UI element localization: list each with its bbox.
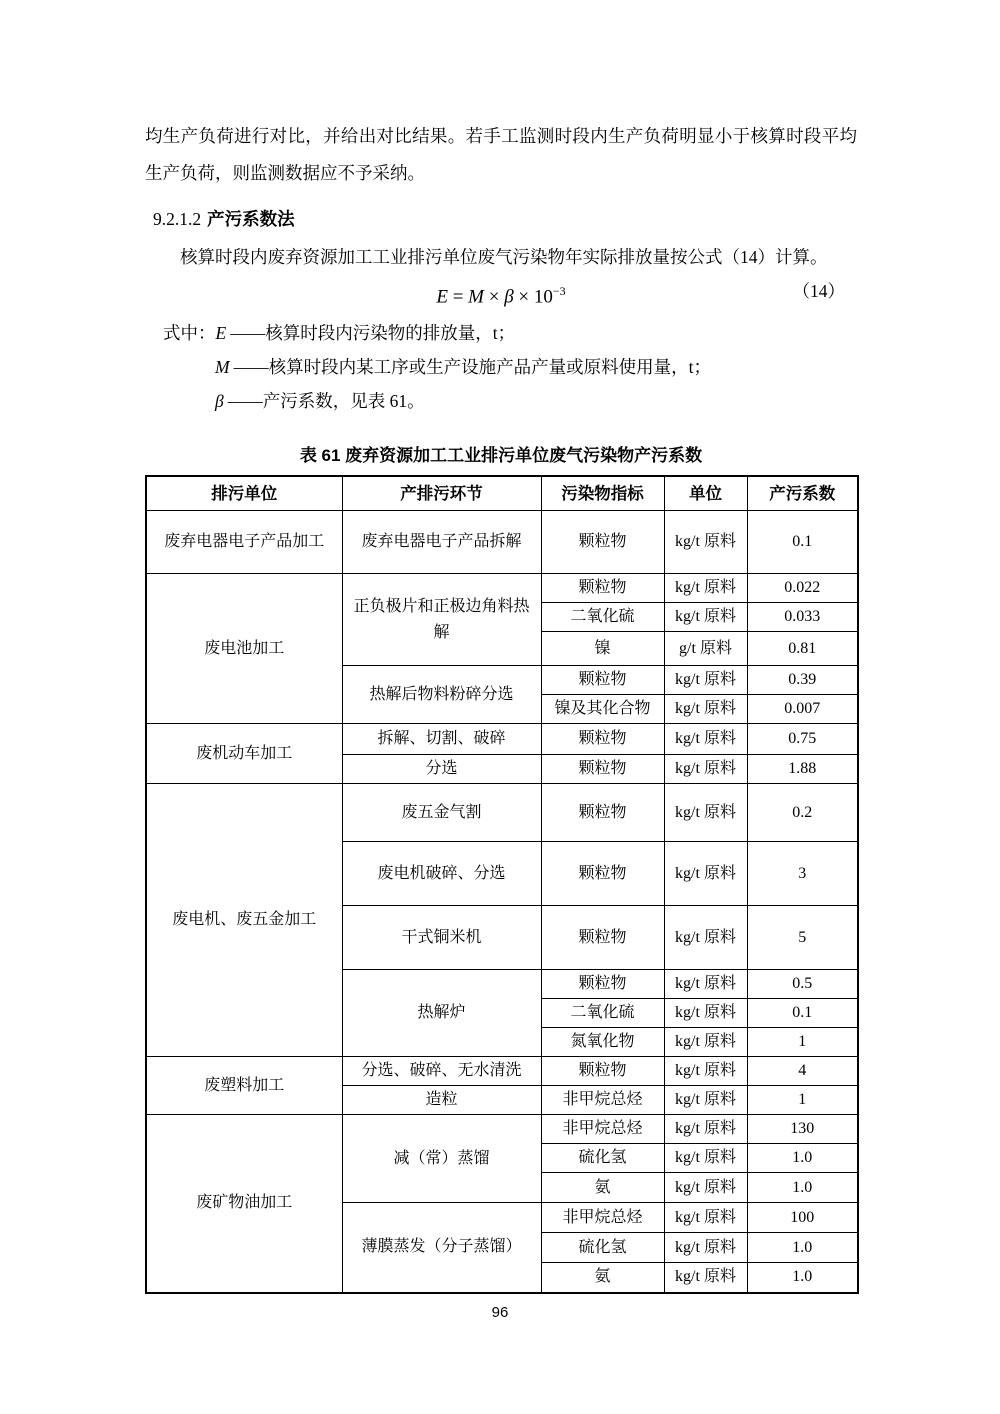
section-heading — [153, 206, 857, 232]
process-cell: 废弃电器电子产品拆解 — [342, 511, 541, 574]
where-line-beta — [215, 384, 857, 418]
emitter-cell: 废机动车加工 — [146, 724, 342, 784]
table-title: 表 61 废弃资源加工工业排污单位废气污染物产污系数 — [299, 446, 703, 465]
unit-cell: kg/t 原料 — [664, 1173, 747, 1203]
unit-cell: kg/t 原料 — [664, 970, 747, 999]
coefficient-cell: 1.0 — [747, 1233, 858, 1263]
unit-cell: kg/t 原料 — [664, 666, 747, 695]
coefficient-cell: 0.2 — [747, 784, 858, 842]
pollutant-cell: 非甲烷总烃 — [541, 1203, 664, 1233]
table-row — [146, 1057, 858, 1086]
pollutant-cell: 颗粒物 — [541, 906, 664, 970]
formula-number: （14） — [792, 281, 845, 301]
unit-cell: kg/t 原料 — [664, 1144, 747, 1173]
unit-cell: kg/t 原料 — [664, 999, 747, 1028]
coefficient-cell: 1.0 — [747, 1144, 858, 1173]
coefficient-cell: 1.0 — [747, 1263, 858, 1293]
column-header: 产污系数 — [747, 476, 858, 511]
pollutant-cell: 二氧化硫 — [541, 603, 664, 632]
pollutant-cell: 镍及其化合物 — [541, 695, 664, 724]
pollutant-cell: 氨 — [541, 1173, 664, 1203]
pollutant-cell: 颗粒物 — [541, 784, 664, 842]
pollutant-cell: 颗粒物 — [541, 970, 664, 999]
formula-times: × — [513, 286, 534, 308]
table-row — [146, 784, 858, 842]
coefficient-cell: 0.81 — [747, 632, 858, 666]
column-header: 排污单位 — [146, 476, 342, 511]
where-text: 核算时段内污染物的排放量，t； — [265, 323, 516, 343]
section-number: 9.2.1.2 — [153, 209, 202, 229]
where-dash: —— — [227, 391, 263, 411]
where-var-beta: β — [215, 391, 224, 411]
coefficient-cell: 0.1 — [747, 999, 858, 1028]
section-title: 产污系数法 — [207, 209, 295, 229]
process-cell: 热解后物料粉碎分选 — [342, 666, 541, 724]
unit-cell: g/t 原料 — [664, 632, 747, 666]
coefficient-cell: 0.007 — [747, 695, 858, 724]
pollutant-cell: 氮氧化物 — [541, 1028, 664, 1057]
process-cell: 薄膜蒸发（分子蒸馏） — [342, 1203, 541, 1293]
pollutant-cell: 硫化氢 — [541, 1144, 664, 1173]
pollutant-cell: 镍 — [541, 632, 664, 666]
emitter-cell: 废塑料加工 — [146, 1057, 342, 1115]
unit-cell: kg/t 原料 — [664, 906, 747, 970]
coefficient-cell: 0.033 — [747, 603, 858, 632]
table-row — [146, 724, 858, 755]
formula-base: 10 — [533, 286, 553, 308]
pollutant-coefficient-table — [145, 475, 859, 1294]
formula — [145, 274, 857, 308]
unit-cell: kg/t 原料 — [664, 1233, 747, 1263]
formula-var-m: M — [468, 286, 484, 308]
coefficient-cell: 130 — [747, 1115, 858, 1144]
pollutant-cell: 颗粒物 — [541, 511, 664, 574]
pollutant-cell: 颗粒物 — [541, 724, 664, 755]
column-header: 污染物指标 — [541, 476, 664, 511]
formula-exponent: −3 — [552, 284, 566, 298]
emitter-cell: 废弃电器电子产品加工 — [146, 511, 342, 574]
process-cell: 分选 — [342, 755, 541, 784]
where-line-m — [215, 350, 857, 384]
table-header-row — [146, 476, 858, 511]
coefficient-cell: 1.88 — [747, 755, 858, 784]
formula-times: × — [483, 286, 505, 308]
formula-var-e: E — [436, 286, 448, 308]
coefficient-cell: 1 — [747, 1086, 858, 1115]
where-var-m: M — [215, 357, 230, 377]
unit-cell: kg/t 原料 — [664, 511, 747, 574]
unit-cell: kg/t 原料 — [664, 842, 747, 906]
pollutant-cell: 二氧化硫 — [541, 999, 664, 1028]
coefficient-cell: 0.022 — [747, 574, 858, 603]
unit-cell: kg/t 原料 — [664, 1057, 747, 1086]
process-cell: 干式铜米机 — [342, 906, 541, 970]
emitter-cell: 废电机、废五金加工 — [146, 784, 342, 1057]
pollutant-cell: 颗粒物 — [541, 842, 664, 906]
where-text: 产污系数，见表 61。 — [262, 391, 425, 411]
table-row — [146, 1115, 858, 1144]
process-cell: 正负极片和正极边角料热解 — [342, 574, 541, 666]
coefficient-cell: 0.39 — [747, 666, 858, 695]
coefficient-cell: 1.0 — [747, 1173, 858, 1203]
unit-cell: kg/t 原料 — [664, 755, 747, 784]
where-var-e: E — [215, 323, 227, 343]
process-cell: 拆解、切割、破碎 — [342, 724, 541, 755]
coefficient-cell: 0.5 — [747, 970, 858, 999]
unit-cell: kg/t 原料 — [664, 1203, 747, 1233]
where-prefix: 式中： — [163, 323, 216, 343]
process-cell: 废电机破碎、分选 — [342, 842, 541, 906]
coefficient-cell: 5 — [747, 906, 858, 970]
unit-cell: kg/t 原料 — [664, 724, 747, 755]
process-cell: 造粒 — [342, 1086, 541, 1115]
coefficient-cell: 0.1 — [747, 511, 858, 574]
where-line-e — [163, 316, 857, 350]
unit-cell: kg/t 原料 — [664, 695, 747, 724]
coefficient-cell: 0.75 — [747, 724, 858, 755]
process-cell: 废五金气割 — [342, 784, 541, 842]
unit-cell: kg/t 原料 — [664, 1028, 747, 1057]
unit-cell: kg/t 原料 — [664, 1263, 747, 1293]
page-content — [145, 118, 857, 1294]
unit-cell: kg/t 原料 — [664, 603, 747, 632]
where-dash: —— — [230, 323, 266, 343]
where-clause — [145, 316, 857, 418]
process-cell: 热解炉 — [342, 970, 541, 1057]
emitter-cell: 废电池加工 — [146, 574, 342, 724]
where-text: 核算时段内某工序或生产设施产品产量或原料使用量，t； — [268, 357, 711, 377]
table-row — [146, 574, 858, 603]
formula-equals: = — [447, 286, 469, 308]
unit-cell: kg/t 原料 — [664, 574, 747, 603]
process-cell: 分选、破碎、无水清洗 — [342, 1057, 541, 1086]
where-dash: —— — [233, 357, 269, 377]
coefficient-cell: 4 — [747, 1057, 858, 1086]
unit-cell: kg/t 原料 — [664, 784, 747, 842]
coefficient-cell: 1 — [747, 1028, 858, 1057]
pollutant-cell: 颗粒物 — [541, 666, 664, 695]
column-header: 单位 — [664, 476, 747, 511]
pollutant-cell: 非甲烷总烃 — [541, 1115, 664, 1144]
coefficient-cell: 3 — [747, 842, 858, 906]
pollutant-cell: 非甲烷总烃 — [541, 1086, 664, 1115]
table-row — [146, 511, 858, 574]
paragraph-formula-intro: 核算时段内废弃资源加工工业排污单位废气污染物年实际排放量按公式（14）计算。 — [180, 247, 828, 267]
pollutant-cell: 颗粒物 — [541, 755, 664, 784]
pollutant-cell: 氨 — [541, 1263, 664, 1293]
page-number: 96 — [491, 1304, 509, 1321]
pollutant-cell: 硫化氢 — [541, 1233, 664, 1263]
paragraph-production-load: 均生产负荷进行对比，并给出对比结果。若手工监测时段内生产负荷明显小于核算时段平均生产负荷，则监测数据应不予采纳。 — [145, 126, 857, 183]
formula-var-beta: β — [504, 286, 514, 308]
process-cell: 减（常）蒸馏 — [342, 1115, 541, 1203]
unit-cell: kg/t 原料 — [664, 1115, 747, 1144]
column-header: 产排污环节 — [342, 476, 541, 511]
emitter-cell: 废矿物油加工 — [146, 1115, 342, 1293]
pollutant-cell: 颗粒物 — [541, 574, 664, 603]
coefficient-cell: 100 — [747, 1203, 858, 1233]
unit-cell: kg/t 原料 — [664, 1086, 747, 1115]
pollutant-cell: 颗粒物 — [541, 1057, 664, 1086]
